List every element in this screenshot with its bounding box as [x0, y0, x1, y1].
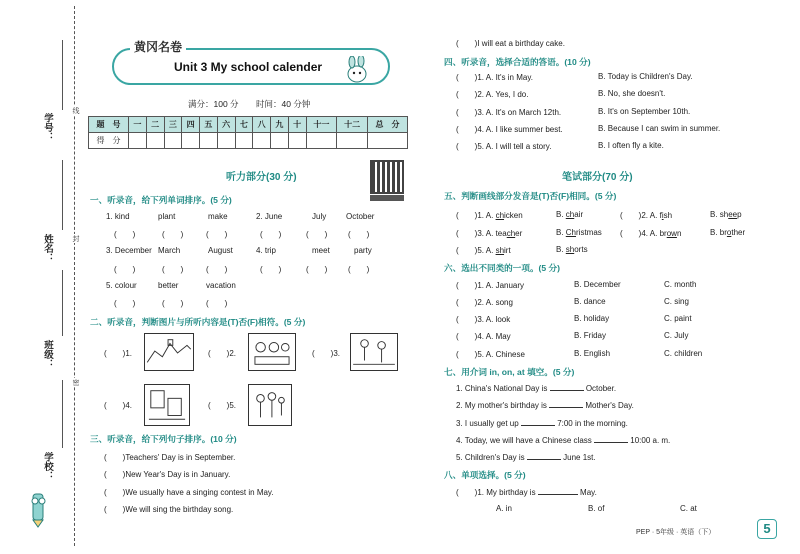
score-table-row	[89, 133, 408, 149]
listening-part-title: 听力部分(30 分)	[226, 172, 297, 183]
s5-item: ( )5. A. shirt	[456, 246, 511, 255]
answer-paren[interactable]: ( )	[306, 230, 328, 239]
s3-item: ( )New Year's Day is in January.	[104, 470, 231, 479]
s3-item: ( )I will eat a birthday cake.	[456, 39, 565, 48]
score-cell[interactable]	[368, 133, 408, 149]
pic-num: 3.	[333, 349, 340, 358]
score-head-cell: 题 号	[89, 117, 129, 133]
s7-item: 3. I usually get up 7:00 in the morning.	[456, 419, 628, 428]
answer-paren[interactable]: ( )	[162, 230, 184, 239]
section-7-title: 七、用介词 in, on, at 填空。(5 分)	[444, 367, 575, 377]
score-cell[interactable]	[235, 133, 253, 149]
section-3-title: 三、听录音，给下列句子排序。(10 分)	[90, 434, 237, 444]
s5-item: ( )3. A. teacher	[456, 229, 523, 238]
s1-word: vacation	[206, 281, 236, 290]
s5-item: ( )4. A. brown	[620, 229, 682, 238]
s6-option: C. July	[664, 331, 689, 340]
s6-item: ( )5. A. Chinese	[456, 350, 525, 359]
s4-option: B. I often fly a kite.	[598, 141, 664, 150]
s4-option: B. Today is Children's Day.	[598, 72, 693, 81]
fill-blank[interactable]	[550, 383, 584, 391]
s6-option: B. dance	[574, 297, 606, 306]
score-head-cell: 十	[288, 117, 306, 133]
pic-num: 2.	[229, 349, 236, 358]
great-wall-picture	[144, 333, 194, 371]
s3-item: ( )Teachers' Day is in September.	[104, 453, 236, 462]
section-2-title: 二、听录音，判断图片与所听内容是(T)否(F)相符。(5 分)	[90, 317, 306, 327]
section-5-title: 五、判断画线部分发音是(T)否(F)相同。(5 分)	[444, 191, 617, 201]
answer-paren[interactable]: ( )4.	[104, 401, 132, 410]
section-6-title: 六、选出不同类的一项。(5 分)	[444, 263, 561, 273]
s1-word: 2. June	[256, 212, 283, 221]
answer-paren[interactable]: ( )	[306, 265, 328, 274]
score-head-cell: 九	[271, 117, 289, 133]
score-cell[interactable]	[129, 133, 147, 149]
answer-paren[interactable]: ( )	[260, 265, 282, 274]
student-number-line	[62, 40, 63, 110]
s3-item: ( )We will sing the birthday song.	[104, 505, 234, 514]
s1-word: October	[346, 212, 375, 221]
answer-paren[interactable]: ( )3.	[312, 349, 340, 358]
score-head-cell: 一	[129, 117, 147, 133]
footer-text: PEP · 5年级 · 英语（下）	[636, 529, 716, 536]
answer-paren[interactable]: ( )	[206, 299, 228, 308]
s6-option: B. holiday	[574, 314, 610, 323]
score-head-cell: 总 分	[368, 117, 408, 133]
score-head-cell: 八	[253, 117, 271, 133]
answer-paren[interactable]: ( )	[114, 230, 136, 239]
s1-word: 5. colour	[106, 281, 137, 290]
score-head-cell: 四	[182, 117, 200, 133]
name-line	[62, 160, 63, 230]
s8-option: C. at	[680, 504, 697, 513]
section-1-title: 一、听录音，给下列单词排序。(5 分)	[90, 195, 232, 205]
class-label: 班级：	[42, 340, 52, 369]
s1-word: 3. December	[106, 246, 152, 255]
student-number-label: 学号：	[42, 113, 52, 142]
score-cell[interactable]	[182, 133, 200, 149]
s8-item: ( )1. My birthday is May.	[456, 488, 597, 497]
answer-paren[interactable]: ( )	[162, 299, 184, 308]
s6-option: C. month	[664, 280, 697, 289]
writing-part-title: 笔试部分(70 分)	[562, 172, 633, 183]
s1-word: March	[158, 246, 181, 255]
score-row-label: 得 分	[89, 133, 129, 149]
pic-num: 4.	[125, 401, 132, 410]
score-table	[88, 116, 408, 149]
full-score: 满分：100 分	[188, 99, 239, 109]
fill-blank[interactable]	[521, 418, 555, 426]
school-label: 学校：	[42, 452, 52, 481]
s4-option: B. Because I can swim in summer.	[598, 124, 721, 133]
binding-strip	[0, 0, 80, 554]
s6-item: ( )4. A. May	[456, 332, 511, 341]
answer-paren[interactable]: ( )	[206, 265, 228, 274]
exam-picture	[144, 384, 190, 426]
score-cell[interactable]	[306, 133, 337, 149]
score-head-cell: 十一	[306, 117, 337, 133]
score-head-cell: 十二	[337, 117, 368, 133]
tree-planting-picture	[350, 333, 398, 371]
s5-option: B. chair	[556, 210, 584, 219]
s6-item: ( )1. A. January	[456, 281, 525, 290]
s4-item: ( )4. A. I like summer best.	[456, 125, 563, 134]
score-cell[interactable]	[164, 133, 182, 149]
s1-word: make	[208, 212, 228, 221]
s7-item: 5. Children's Day is June 1st.	[456, 453, 596, 462]
score-cell[interactable]	[253, 133, 271, 149]
s6-option: C. paint	[664, 314, 692, 323]
fill-blank[interactable]	[549, 400, 583, 408]
section-4-title: 四、听录音，选择合适的答语。(10 分)	[444, 57, 591, 67]
s1-word: better	[158, 281, 179, 290]
answer-paren[interactable]: ( )	[348, 230, 370, 239]
answer-paren[interactable]: ( )	[206, 230, 228, 239]
seal-word-line: 线	[72, 107, 79, 114]
binding-dashed-line	[74, 6, 75, 546]
s6-option: B. Friday	[574, 331, 607, 340]
brand-logo: 黄冈名卷	[130, 38, 186, 55]
score-head-cell: 三	[164, 117, 182, 133]
answer-paren[interactable]: ( )	[114, 265, 136, 274]
fill-blank[interactable]	[594, 435, 628, 443]
score-head-cell: 六	[217, 117, 235, 133]
score-head-cell: 二	[146, 117, 164, 133]
score-cell[interactable]	[200, 133, 218, 149]
time-limit: 时间：40 分钟	[256, 99, 311, 109]
s1-word: August	[208, 246, 233, 255]
s5-option: B. Christmas	[556, 228, 602, 237]
s6-item: ( )2. A. song	[456, 298, 513, 307]
score-cell[interactable]	[146, 133, 164, 149]
rabbit-mascot-icon	[340, 56, 374, 84]
s8-option: A. in	[496, 504, 513, 513]
score-cell[interactable]	[288, 133, 306, 149]
s5-item: ( )1. A. chicken	[456, 211, 523, 220]
classroom-picture	[248, 333, 296, 371]
s6-option: B. December	[574, 280, 621, 289]
s6-item: ( )3. A. look	[456, 315, 511, 324]
s1-word: 1. kind	[106, 212, 130, 221]
s6-option: B. English	[574, 349, 611, 358]
s5-item: ( )2. A. fish	[620, 211, 673, 220]
family-picture	[248, 384, 292, 426]
name-label: 姓名：	[42, 234, 52, 263]
s3-item: ( )We usually have a singing contest in May.	[104, 488, 274, 497]
unit-title: Unit 3 My school calender	[174, 60, 323, 74]
answer-paren[interactable]: ( )	[114, 299, 136, 308]
s7-item: 1. China's National Day is October.	[456, 384, 617, 393]
s5-option: B. sheep	[710, 210, 742, 219]
pic-num: 5.	[229, 401, 236, 410]
fill-blank[interactable]	[538, 487, 578, 495]
qr-caption	[370, 195, 404, 201]
s7-item: 4. Today, we will have a Chinese class 10:00 a. m.	[456, 436, 671, 445]
s1-word: party	[354, 246, 372, 255]
qr-code-icon	[370, 160, 404, 194]
s6-option: C. children	[664, 349, 703, 358]
s4-option: B. It's on September 10th.	[598, 107, 691, 116]
score-cell[interactable]	[337, 133, 368, 149]
s4-option: B. No, she doesn't.	[598, 89, 666, 98]
score-head-cell: 五	[200, 117, 218, 133]
score-cell[interactable]	[217, 133, 235, 149]
pencil-mascot-icon	[24, 488, 52, 528]
seal-word-seal: 封	[72, 235, 79, 242]
s4-item: ( )3. A. It's on March 12th.	[456, 108, 562, 117]
school-line	[62, 380, 63, 448]
page-number: 5	[757, 519, 777, 539]
s5-option: B. shorts	[556, 245, 588, 254]
section-8-title: 八、单项选择。(5 分)	[444, 470, 526, 480]
score-table-head-row	[89, 117, 408, 133]
answer-paren[interactable]: ( )	[260, 230, 282, 239]
answer-paren[interactable]: ( )1.	[104, 349, 132, 358]
s4-item: ( )1. A. It's in May.	[456, 73, 533, 82]
s1-word: plant	[158, 212, 176, 221]
answer-paren[interactable]: ( )	[348, 265, 370, 274]
score-head-cell: 七	[235, 117, 253, 133]
answer-paren[interactable]: ( )	[162, 265, 184, 274]
s8-option: B. of	[588, 504, 605, 513]
s1-word: 4. trip	[256, 246, 277, 255]
answer-paren[interactable]: ( )5.	[208, 401, 236, 410]
fill-blank[interactable]	[527, 452, 561, 460]
s4-item: ( )5. A. I will tell a story.	[456, 142, 552, 151]
score-cell[interactable]	[271, 133, 289, 149]
s5-option: B. brother	[710, 228, 746, 237]
s4-item: ( )2. A. Yes, I do.	[456, 90, 529, 99]
s6-option: C. sing	[664, 297, 689, 306]
s1-word: meet	[312, 246, 330, 255]
class-line	[62, 270, 63, 336]
seal-word-secret: 密	[72, 379, 79, 386]
s7-item: 2. My mother's birthday is Mother's Day.	[456, 401, 634, 410]
answer-paren[interactable]: ( )2.	[208, 349, 236, 358]
s1-word: July	[312, 212, 327, 221]
pic-num: 1.	[125, 349, 132, 358]
